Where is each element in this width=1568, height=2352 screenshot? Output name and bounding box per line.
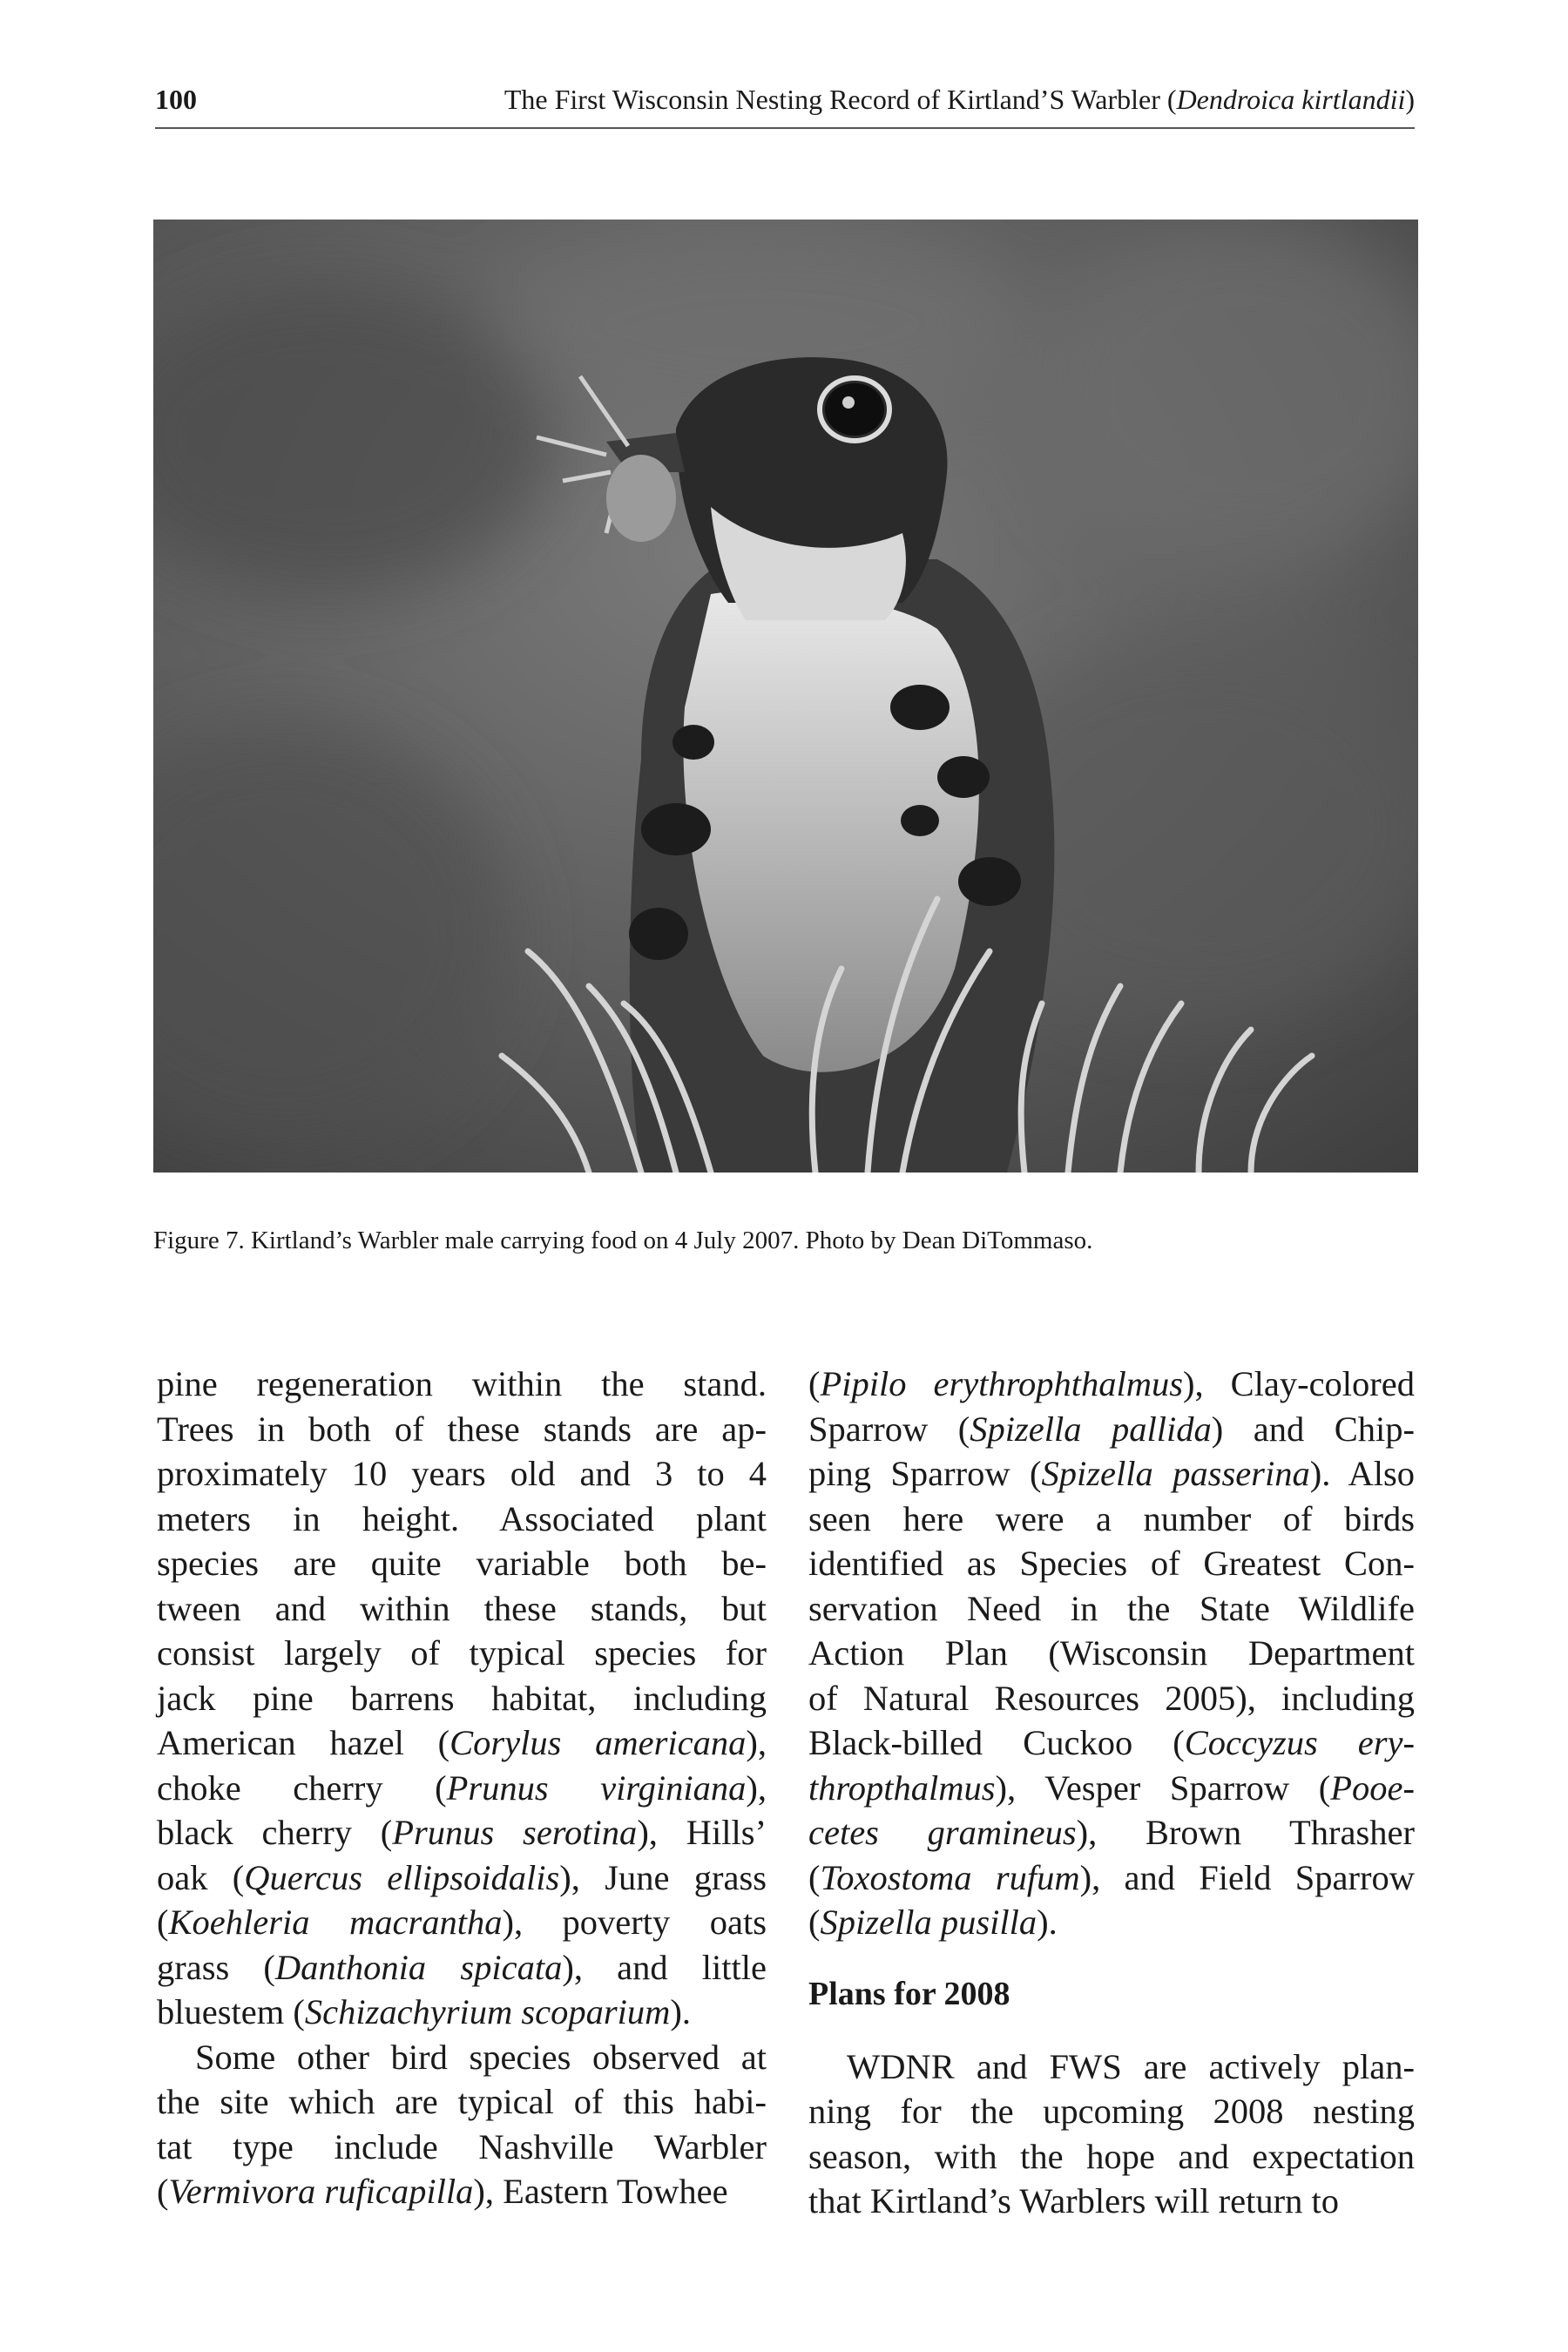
text-run: the site which are typical of this habi- (157, 2082, 767, 2121)
text-line (157, 2125, 767, 2170)
running-title-suffix: ) (1405, 84, 1415, 115)
text-line (808, 1676, 1415, 1721)
text-line (808, 2044, 1415, 2090)
species-name: thropthalmus (808, 1767, 996, 1808)
text-run: servation Need in the State Wildlife (808, 1588, 1415, 1628)
text-run: ), Eastern Towhee (473, 2172, 728, 2211)
text-run: choke cherry ( (157, 1767, 447, 1808)
text-run: black cherry ( (157, 1813, 393, 1852)
text-run: ). (670, 1992, 692, 2031)
left-column (157, 1362, 767, 2214)
left-paragraph-1 (157, 1362, 767, 2035)
text-run: that Kirtland’s Warblers will return to (808, 2181, 1339, 2220)
text-run: Action Plan (Wisconsin Department (808, 1633, 1415, 1673)
species-name: Coccyzus ery- (1184, 1723, 1415, 1762)
text-run: ), June grass (559, 1857, 767, 1897)
text-line (808, 1497, 1415, 1542)
species-name: Pooe- (1330, 1767, 1415, 1808)
species-name: Pipilo erythrophthalmus (820, 1364, 1183, 1403)
text-line (808, 1541, 1415, 1586)
text-line (157, 1586, 767, 1632)
text-line (157, 1990, 767, 2035)
warbler-photo-graphic (153, 220, 1418, 1173)
text-run: ). (1037, 1903, 1058, 1942)
text-run: ping Sparrow ( (808, 1454, 1042, 1493)
page-number: 100 (155, 84, 197, 115)
text-run: of Natural Resources 2005), including (808, 1678, 1415, 1718)
text-line (808, 1362, 1415, 1407)
right-column (808, 1362, 1415, 2224)
text-run: Some other bird species observed at (195, 2037, 767, 2077)
text-run: oak ( (157, 1857, 245, 1897)
running-title-prefix: The First Wisconsin Nesting Record of Kirtland’S Warbler ( (504, 84, 1177, 115)
text-run: ), Vesper Sparrow ( (995, 1767, 1331, 1808)
text-run: tat type include Nashville Warbler (157, 2126, 767, 2166)
text-run: ), and Field Sparrow (1079, 1857, 1415, 1897)
species-name: Spizella pallida (970, 1409, 1212, 1449)
text-line (808, 1720, 1415, 1766)
text-run: season, with the hope and expectation (808, 2136, 1415, 2176)
text-line (157, 1497, 767, 1542)
text-run: species are quite variable both be- (157, 1544, 767, 1583)
text-run: seen here were a number of birds (808, 1498, 1415, 1538)
text-line (157, 2079, 767, 2125)
text-run: ( (157, 1903, 169, 1942)
text-line (157, 1766, 767, 1811)
text-line (157, 1855, 767, 1901)
text-run: ), Clay-colored (1182, 1364, 1416, 1403)
text-line (157, 1541, 767, 1586)
left-paragraph-2 (157, 2035, 767, 2214)
species-name: Spizella pusilla (820, 1903, 1037, 1942)
text-line (157, 2169, 767, 2214)
text-line (808, 1407, 1415, 1452)
text-run: consist largely of typical species for (157, 1633, 767, 1673)
text-run: ), (746, 1723, 767, 1762)
text-run: meters in height. Associated plant (157, 1498, 767, 1538)
text-run: proximately 10 years old and 3 to 4 (157, 1454, 767, 1493)
text-run: ), Hills’ (637, 1813, 767, 1852)
text-line (808, 2134, 1415, 2180)
text-run: ) and Chip- (1211, 1409, 1415, 1449)
text-run: Sparrow ( (808, 1409, 970, 1449)
text-run: ), (746, 1767, 767, 1808)
text-line (808, 1586, 1415, 1632)
species-name: cetes gramineus (808, 1813, 1077, 1852)
text-run: grass ( (157, 1947, 275, 1987)
text-line (808, 1766, 1415, 1811)
species-name: Schizachyrium scoparium (304, 1992, 671, 2031)
running-header (155, 80, 1415, 129)
text-run: identified as Species of Greatest Con- (808, 1544, 1415, 1583)
text-run: ( (808, 1903, 821, 1942)
species-name: Corylus americana (449, 1723, 747, 1762)
text-line (157, 1900, 767, 1945)
text-run: WDNR and FWS are actively plan- (847, 2046, 1415, 2086)
text-run: ), poverty oats (502, 1903, 767, 1942)
running-title-species: Dendroica kirtlandii (1176, 84, 1406, 115)
text-run: pine regeneration within the stand. (157, 1364, 767, 1403)
text-run: jack pine barrens habitat, including (157, 1678, 767, 1718)
text-run: American hazel ( (157, 1723, 450, 1762)
text-line (808, 1810, 1415, 1855)
text-run: Trees in both of these stands are ap- (157, 1409, 767, 1449)
text-line (808, 1451, 1415, 1497)
species-name: Prunus virginiana (446, 1767, 747, 1808)
running-title (504, 84, 1415, 116)
species-name: Vermivora ruficapilla (168, 2172, 474, 2211)
text-run: ( (808, 1857, 821, 1897)
text-line (157, 1451, 767, 1497)
section-heading: Plans for 2008 (808, 1975, 1010, 2012)
text-line (157, 2035, 767, 2080)
text-run: ). Also (1309, 1454, 1415, 1493)
text-line (808, 1631, 1415, 1676)
text-run: bluestem ( (157, 1992, 305, 2031)
text-line (157, 1945, 767, 1990)
text-line (808, 1855, 1415, 1901)
species-name: Danthonia spicata (274, 1947, 563, 1987)
text-line (808, 2089, 1415, 2134)
species-name: Toxostoma rufum (820, 1857, 1080, 1897)
species-name: Koehleria macrantha (168, 1903, 503, 1942)
text-line (808, 1900, 1415, 1945)
warbler-photo (153, 220, 1418, 1173)
right-paragraph-2 (808, 2044, 1415, 2224)
species-name: Spizella passerina (1041, 1454, 1310, 1493)
text-run: ( (808, 1364, 821, 1403)
text-line (157, 1631, 767, 1676)
text-line (157, 1407, 767, 1452)
text-run: ), Brown Thrasher (1076, 1813, 1415, 1852)
text-line (157, 1720, 767, 1766)
text-run: ning for the upcoming 2008 nesting (808, 2092, 1415, 2131)
right-paragraph-1 (808, 1362, 1415, 1945)
text-line (808, 2179, 1415, 2224)
text-run: ), and little (562, 1947, 767, 1987)
text-line (157, 1362, 767, 1407)
species-name: Quercus ellipsoidalis (244, 1857, 560, 1897)
text-run: Black-billed Cuckoo ( (808, 1723, 1185, 1762)
figure-caption: Figure 7. Kirtland’s Warbler male carrying food on 4 July 2007. Photo by Dean DiTommaso. (153, 1227, 1093, 1254)
text-line (157, 1676, 767, 1721)
text-run: ( (157, 2172, 169, 2211)
species-name: Prunus serotina (392, 1813, 638, 1852)
text-line (157, 1810, 767, 1855)
text-run: tween and within these stands, but (157, 1588, 767, 1628)
